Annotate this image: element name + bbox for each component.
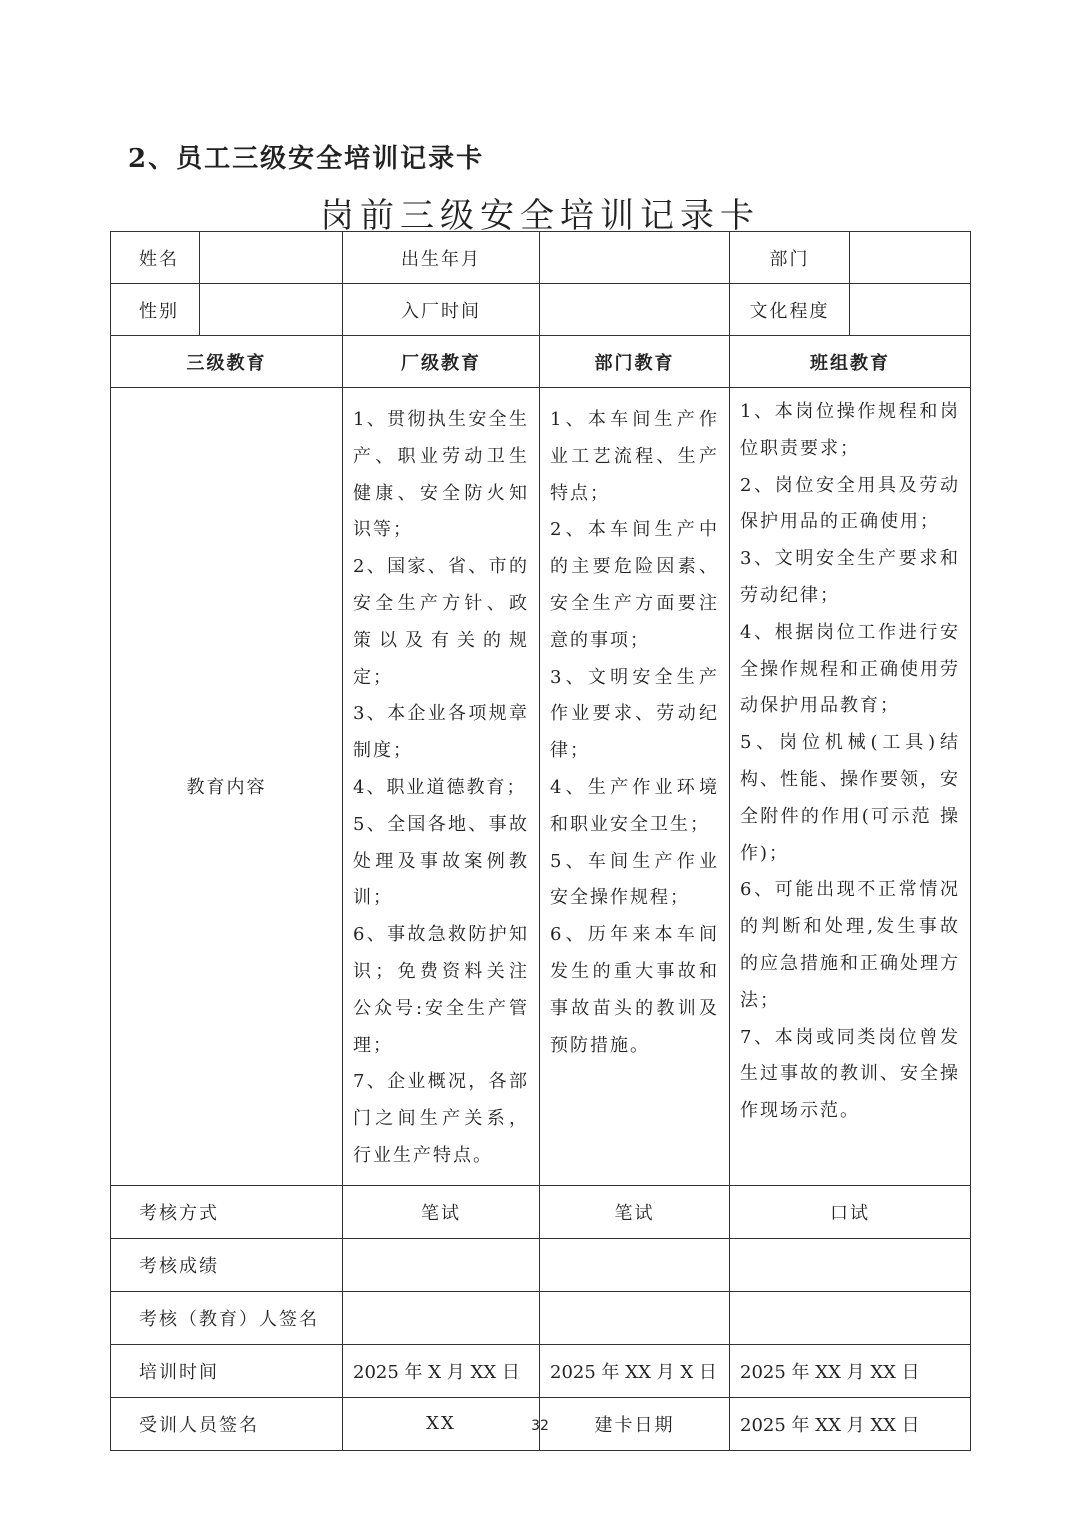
watermark-left [30, 894, 54, 912]
factory-content [343, 388, 540, 1186]
entry-label: 入厂时间 [343, 284, 540, 336]
training-time-factory: 2025 年 X 月 XX 日 [343, 1344, 540, 1397]
training-time-label: 培训时间 [111, 1344, 343, 1397]
table-row-content [111, 388, 971, 1186]
factory-item: 7、企业概况，各部门之间生产关系，行业生产特点。 [353, 1071, 529, 1166]
card-date: 2025 年 XX 月 XX 日 [730, 1397, 971, 1450]
edu-value-cell[interactable] [850, 284, 971, 336]
training-record-table [110, 231, 971, 1451]
exam-score-factory-cell[interactable] [343, 1238, 540, 1291]
exam-method-department: 笔试 [540, 1185, 730, 1238]
section-heading: 2、员工三级安全培训记录卡 [128, 144, 485, 174]
department-item: 1、本车间生产作业工艺流程、生产特点； [550, 409, 719, 504]
content-label: 教育内容 [111, 388, 343, 1186]
factory-level-header: 厂级教育 [343, 336, 540, 388]
table-row-levels [111, 336, 971, 388]
table-row-training-time [111, 1344, 971, 1397]
team-item: 6、可能出现不正常情况的判断和处理,发生事故的应急措施和正确处理方法； [740, 879, 960, 1011]
factory-item: 3、本企业各项规章制度； [353, 703, 529, 762]
name-label: 姓名 [111, 232, 200, 284]
dept-value-cell[interactable] [850, 232, 971, 284]
department-item: 2、本车间生产中的主要危险因素、安全生产方面要注意的事项； [550, 519, 719, 651]
edu-label: 文化程度 [730, 284, 850, 336]
card-title: 岗前三级安全培训记录卡 [320, 196, 760, 236]
department-item: 5、车间生产作业安全操作规程； [550, 850, 719, 909]
factory-item: 2、国家、省、市的安全生产方针、政策以及有关的规定； [353, 556, 529, 688]
exam-method-factory: 笔试 [343, 1185, 540, 1238]
examiner-label: 考核（教育）人签名 [111, 1291, 343, 1344]
factory-item: 6、事故急救防护知识；免费资料关注公众号:安全生产管理； [353, 924, 529, 1056]
department-item: 3、文明安全生产作业要求、劳动纪律； [550, 666, 719, 762]
factory-item: 1、贯彻执生安全生产、职业劳动卫生健康、安全防火知识等； [353, 409, 529, 541]
table-row-gender [111, 284, 971, 336]
team-item: 7、本岗或同类岗位曾发生过事故的教训、安全操作现场示范。 [740, 1026, 960, 1122]
birth-label: 出生年月 [343, 232, 540, 284]
training-time-department: 2025 年 XX 月 X 日 [540, 1344, 730, 1397]
training-time-team: 2025 年 XX 月 XX 日 [730, 1344, 971, 1397]
table-row-exam-method [111, 1185, 971, 1238]
factory-item: 5、全国各地、事故处理及事故案例教训； [353, 813, 529, 909]
team-item: 3、文明安全生产要求和劳动纪律； [740, 548, 960, 606]
trainee-signature: XX [343, 1397, 540, 1450]
department-content [540, 388, 730, 1186]
examiner-factory-cell[interactable] [343, 1291, 540, 1344]
name-value-cell[interactable] [200, 232, 343, 284]
exam-score-department-cell[interactable] [540, 1238, 730, 1291]
team-level-header: 班组教育 [730, 336, 971, 388]
table-row-name [111, 232, 971, 284]
entry-value-cell[interactable] [540, 284, 730, 336]
exam-method-label: 考核方式 [111, 1185, 343, 1238]
table-row-exam-score [111, 1238, 971, 1291]
dept-label: 部门 [730, 232, 850, 284]
examiner-department-cell[interactable] [540, 1291, 730, 1344]
department-level-header: 部门教育 [540, 336, 730, 388]
team-content [730, 388, 971, 1186]
trainee-label: 受训人员签名 [111, 1397, 343, 1450]
factory-item: 4、职业道德教育； [353, 776, 527, 798]
team-item: 2、岗位安全用具及劳动保护用品的正确使用； [740, 474, 960, 533]
exam-score-label: 考核成绩 [111, 1238, 343, 1291]
level-header: 三级教育 [111, 336, 343, 388]
team-item: 5、岗位机械(工具)结构、性能、操作要领，安全附件的作用(可示范 操作)； [740, 732, 960, 864]
exam-score-team-cell[interactable] [730, 1238, 971, 1291]
team-item: 1、本岗位操作规程和岗位职责要求； [740, 401, 960, 459]
table-row-examiner [111, 1291, 971, 1344]
gender-label: 性别 [111, 284, 200, 336]
examiner-team-cell[interactable] [730, 1291, 971, 1344]
department-item: 6、历年来本车间发生的重大事故和事故苗头的教训及预防措施。 [550, 924, 719, 1056]
birth-value-cell[interactable] [540, 232, 730, 284]
department-item: 4、生产作业环境和职业安全卫生； [550, 776, 719, 835]
page-number: 32 [531, 1418, 549, 1434]
exam-method-team: 口试 [730, 1185, 971, 1238]
card-date-label: 建卡日期 [540, 1397, 730, 1450]
gender-value-cell[interactable] [200, 284, 343, 336]
team-item: 4、根据岗位工作进行安全操作规程和正确使用劳动保护用品教育； [740, 621, 960, 717]
